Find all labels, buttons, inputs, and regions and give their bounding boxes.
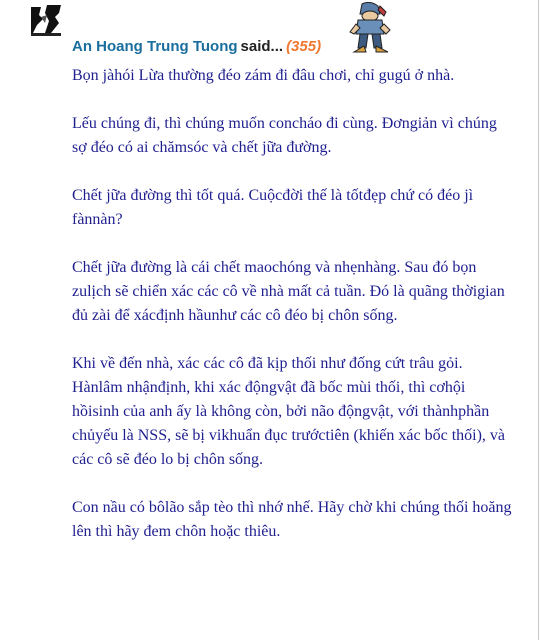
cartoon-figure-avatar-icon	[348, 2, 392, 54]
comment-paragraph: Khi về đến nhà, xác các cô đã kịp thối như đống cứt trâu gỏi. Hànlâm nhậnđịnh, khi xác độngvật đã bốc mùi thối, thì cơhội hồisinh của anh ấy là không còn, bởi não độngvật, với thànhphần chủyếu là NSS, sẽ bị vikhuẩn đục trướctiên (khiến xác bốc thối), và các cô sẽ đéo lo bị chôn sống.	[72, 355, 506, 468]
comment-paragraph: Lếu chúng đi, thì chúng muốn concháo đi cùng. Đơngiản vì chúng sợ đéo có ai chămsóc và chết jữa đường.	[72, 115, 497, 156]
author-link[interactable]: An Hoang Trung Tuong	[72, 38, 238, 55]
said-label: said...	[240, 38, 284, 55]
comment-header	[72, 38, 321, 55]
comment-paragraph: Chết jữa đường thì tốt quá. Cuộcđời thế là tốtđẹp chứ có đéo jì fànnàn?	[72, 187, 474, 228]
comment-paragraph: Chết jữa đường là cái chết maochóng và nhẹnhàng. Sau đó bọn zulịch sẽ chiển xác các cô về nhà mất cả tuần. Đó là quãng thờigian đủ zài để xácđịnh hầunhư các cô đéo bị chôn sống.	[72, 259, 505, 324]
comment-count: (355)	[286, 38, 322, 55]
comment-body	[72, 64, 512, 568]
commenter-avatar-icon[interactable]	[29, 3, 63, 37]
comment-paragraph: Con nầu có bôlão sắp tèo thì nhớ nhế. Hãy chờ khi chúng thối hoăng lên thì hãy đem chôn hoặc thiêu.	[72, 499, 512, 540]
comment-paragraph: Bọn jàhói Lừa thường đéo zám đi đâu chơi, chỉ gugú ở nhà.	[72, 67, 455, 84]
